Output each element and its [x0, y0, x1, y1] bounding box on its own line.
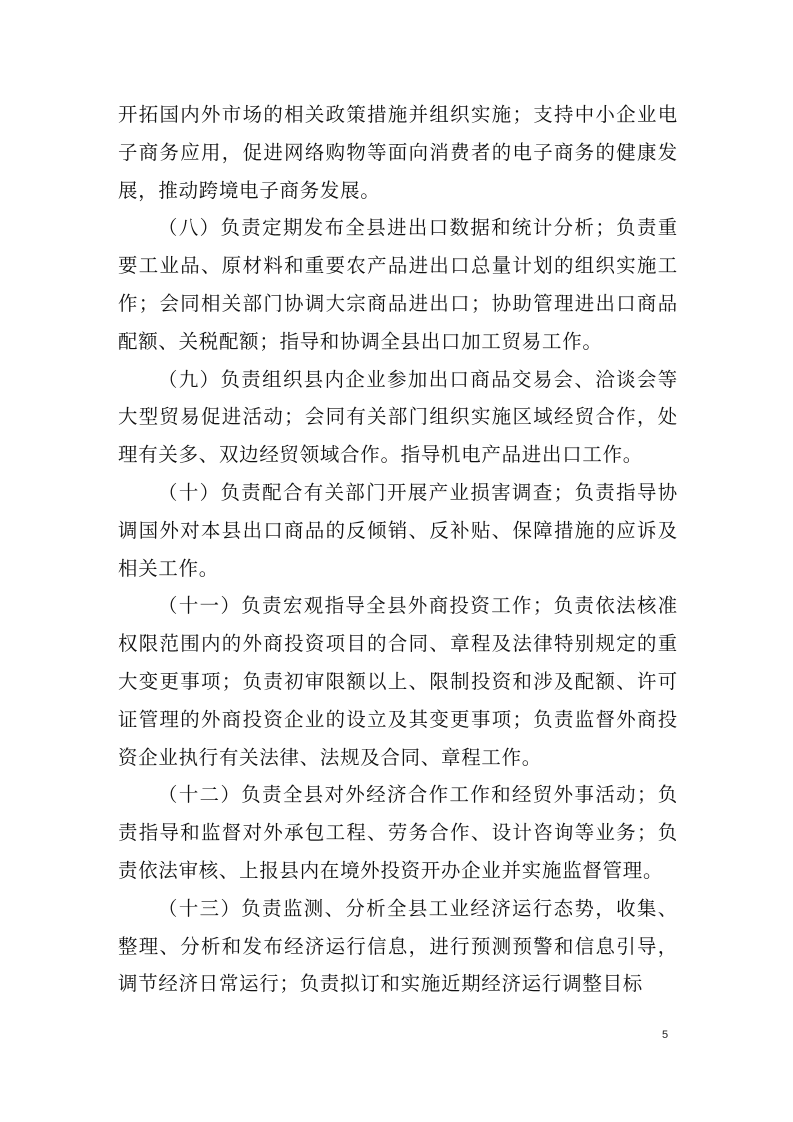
paragraph-item-8: （八）负责定期发布全县进出口数据和统计分析；负责重要工业品、原材料和重要农产品进出口总量计划的组织实施工作；会同相关部门协调大宗商品进出口；协助管理进出口商品配额、关税配额；指导和协调全县出口加工贸易工作。 [118, 216, 678, 353]
paragraph-item-12: （十二）负责全县对外经济合作工作和经贸外事活动；负责指导和监督对外承包工程、劳务合作、设计咨询等业务；负责依法审核、上报县内在境外投资开办企业并实施监督管理。 [118, 783, 678, 882]
page-number: 5 [662, 1029, 669, 1041]
paragraph-item-10: （十）负责配合有关部门开展产业损害调查；负责指导协调国外对本县出口商品的反倾销、反补贴、保障措施的应诉及相关工作。 [118, 480, 678, 580]
paragraph-continuation: 开拓国内外市场的相关政策措施并组织实施；支持中小企业电子商务应用，促进网络购物等面向消费者的电子商务的健康发展，推动跨境电子商务发展。 [118, 103, 678, 202]
paragraph-item-11: （十一）负责宏观指导全县外商投资工作；负责依法核准权限范围内的外商投资项目的合同、章程及法律特别规定的重大变更事项；负责初审限额以上、限制投资和涉及配额、许可证管理的外商投资企业的设立及其变更事项；负责监督外商投资企业执行有关法律、法规及合同、章程工作。 [118, 594, 678, 769]
document-body [118, 96, 678, 1003]
paragraph-item-9: （九）负责组织县内企业参加出口商品交易会、洽谈会等大型贸易促进活动；会同有关部门组织实施区域经贸合作，处理有关多、双边经贸领域合作。指导机电产品进出口工作。 [118, 367, 678, 467]
paragraph-item-13: （十三）负责监测、分析全县工业经济运行态势，收集、整理、分析和发布经济运行信息，进行预测预警和信息引导，调节经济日常运行；负责拟订和实施近期经济运行调整目标 [118, 896, 678, 996]
